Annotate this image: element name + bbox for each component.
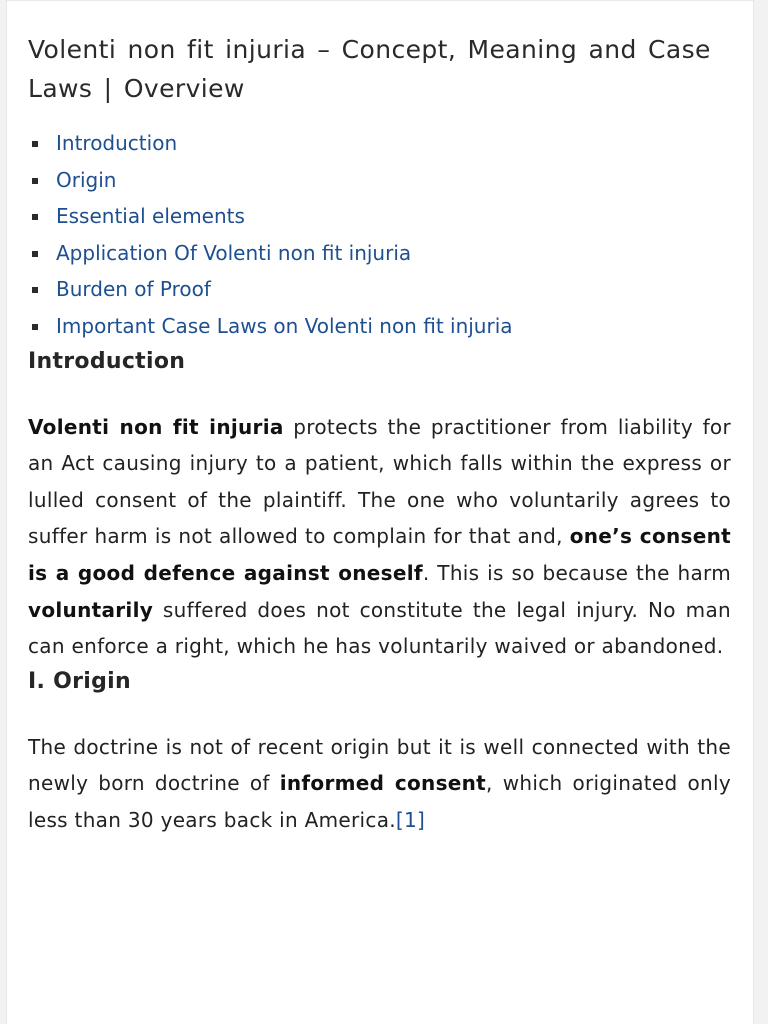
toc-link-case-laws[interactable]: Important Case Laws on Volenti non fit injuria bbox=[56, 308, 731, 345]
toc-link-origin[interactable]: Origin bbox=[56, 162, 731, 199]
toc-link-essential-elements[interactable]: Essential elements bbox=[56, 198, 731, 235]
toc-link-application[interactable]: Application Of Volenti non fit injuria bbox=[56, 235, 731, 272]
introduction-heading: Introduction bbox=[28, 348, 186, 374]
article-title: Volenti non fit injuria – Concept, Meaning and Case Laws | Overview bbox=[28, 35, 711, 103]
origin-text-1: The doctrine is not of recent origin but it is well connected with the newly born doctrine of bbox=[28, 734, 731, 796]
table-of-contents bbox=[28, 125, 731, 345]
voluntarily-bold: voluntarily bbox=[28, 597, 154, 622]
intro-text-3: suffered does not constitute the legal injury. No man can enforce a right, which he has voluntarily waived or abandoned. bbox=[28, 597, 731, 659]
footnote-link[interactable]: [1] bbox=[395, 807, 426, 832]
term-bold: Volenti non fit injuria bbox=[28, 414, 284, 439]
introduction-paragraph bbox=[28, 409, 731, 665]
top-divider bbox=[7, 0, 753, 1]
origin-paragraph bbox=[28, 729, 731, 839]
toc-link-introduction[interactable]: Introduction bbox=[56, 125, 731, 162]
toc-link-burden-of-proof[interactable]: Burden of Proof bbox=[56, 271, 731, 308]
origin-text-2: , which originated only less than 30 years back in America. bbox=[28, 771, 732, 832]
article-page bbox=[6, 0, 754, 1024]
intro-text-2: . This is so because the harm bbox=[422, 560, 731, 585]
consent-bold: one’s consent is a good defence against oneself bbox=[28, 524, 732, 585]
origin-heading: I. Origin bbox=[28, 668, 131, 694]
informed-consent-bold: informed consent bbox=[279, 771, 487, 796]
intro-text-1: protects the practitioner from liability for an Act causing injury to a patient, which falls within the express or lulled consent of the plaintiff. The one who voluntarily agrees to suffer harm is not allowed to complain for that and, bbox=[28, 414, 731, 549]
